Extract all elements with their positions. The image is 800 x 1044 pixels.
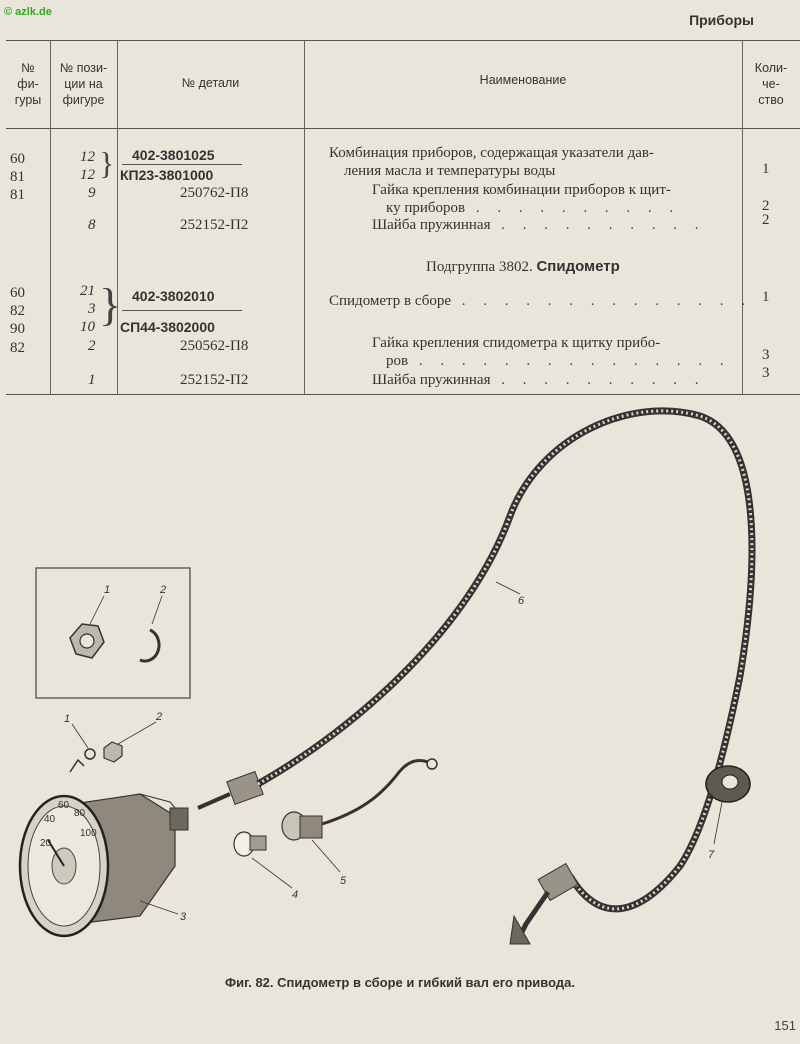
callout-inset-2: 2: [160, 584, 167, 596]
row1-pos-1: 12: [80, 149, 95, 165]
dial-number-40: 40: [44, 814, 56, 825]
row6-name: Шайба пружинная . . . . . . . . . .: [372, 372, 706, 388]
callout-grommet: 7: [708, 849, 715, 861]
callout-bulb: 4: [292, 889, 299, 901]
row5-name-1: Гайка крепления спидометра к щитку прибо-: [372, 335, 661, 351]
row2-pos: 9: [88, 185, 96, 201]
row2-part: 250762-П8: [180, 185, 249, 201]
row1-name-2: ления масла и температуры воды: [344, 163, 556, 179]
row5-pos: 2: [88, 338, 96, 354]
header-name: Наименование: [479, 73, 567, 87]
col-divider-3: [304, 40, 305, 394]
row1-part-divider: [122, 164, 242, 165]
row1-part-2: КП23-3801000: [120, 167, 214, 183]
row3-part: 252152-П2: [180, 217, 249, 233]
leader-grommet: [714, 802, 722, 844]
flexible-shaft-cable: [198, 411, 752, 944]
col-divider-2: [117, 40, 118, 394]
section-title: Приборы: [689, 12, 754, 28]
hex-nut-icon: [70, 624, 104, 658]
dial-number-60: 60: [58, 800, 70, 811]
leader-small-1: [72, 724, 88, 748]
row5-fig: 82: [10, 340, 25, 356]
row4-part-1: 402-3802010: [132, 288, 215, 304]
callout-socket: 5: [340, 875, 347, 887]
dial-number-100: 100: [80, 828, 97, 839]
row1-brace: }: [99, 145, 115, 181]
header-fig-no: № фи- гуры: [14, 61, 42, 107]
row4-pos-2: 3: [88, 301, 96, 317]
table-bottom-rule: [6, 394, 800, 395]
row3-name: Шайба пружинная . . . . . . . . . .: [372, 217, 706, 233]
row5-part: 250562-П8: [180, 338, 249, 354]
row5-name-2: ров . . . . . . . . . . . . . . .: [386, 353, 731, 369]
small-washer-icon: [85, 749, 95, 759]
callout-small-2: 2: [156, 711, 163, 723]
row4-part-2: СП44-3802000: [120, 319, 215, 335]
row1-fig-1: 60: [10, 151, 25, 167]
row4-part-divider: [122, 310, 242, 311]
row6-qty: 3: [762, 365, 770, 381]
leader-socket: [312, 840, 340, 872]
callout-inset-1: 1: [104, 584, 111, 596]
leader-small-2: [118, 722, 156, 744]
row4-fig-2: 82: [10, 303, 25, 319]
row2-qty: 2: [762, 198, 770, 214]
spring-washer-icon: [140, 630, 159, 661]
row6-pos: 1: [88, 372, 96, 388]
table-top-rule: [6, 40, 800, 41]
row5-qty: 3: [762, 347, 770, 363]
row4-fig-3: 90: [10, 321, 25, 337]
leader-inset-1: [90, 596, 104, 624]
inset-frame: [36, 568, 190, 698]
rubber-grommet-icon: [706, 766, 750, 802]
row1-name-1: Комбинация приборов, содержащая указатели дав-: [329, 145, 654, 161]
lamp-bulb-icon: [234, 832, 266, 856]
row1-part-1: 402-3801025: [132, 147, 215, 163]
figure-caption: Фиг. 82. Спидометр в сборе и гибкий вал его привода.: [225, 975, 575, 990]
table-header-rule: [6, 128, 800, 129]
row3-qty: 2: [762, 212, 770, 228]
row2-name-2: ку приборов . . . . . . . . . .: [386, 200, 681, 216]
row4-qty: 1: [762, 289, 770, 305]
callout-cable: 6: [518, 595, 525, 607]
watermark: © azlk.de: [4, 6, 52, 18]
header-part-no: № детали: [181, 76, 240, 90]
row3-pos: 8: [88, 217, 96, 233]
row2-name-1: Гайка крепления комбинации приборов к щит-: [372, 182, 671, 198]
small-nut-icon: [104, 742, 122, 762]
leader-inset-2: [152, 596, 162, 624]
speedometer-figure: [0, 396, 800, 970]
row1-pos-2: 12: [80, 167, 95, 183]
row4-pos-3: 10: [80, 319, 95, 335]
dial-number-80: 80: [74, 808, 86, 819]
page-number: 151: [774, 1018, 796, 1033]
row4-name: Спидометр в сборе . . . . . . . . . . . . . .: [329, 293, 753, 309]
row1-fig-2: 81: [10, 169, 25, 185]
lamp-socket-icon: [282, 759, 437, 840]
dial-number-20: 20: [40, 838, 52, 849]
leader-bulb: [252, 858, 292, 888]
leader-cable: [496, 582, 520, 594]
callout-small-1: 1: [64, 713, 71, 725]
row1-qty: 1: [762, 161, 770, 177]
row4-fig-1: 60: [10, 285, 25, 301]
header-pos-no: № пози- ции на фигуре: [59, 61, 108, 107]
row2-fig: 81: [10, 187, 25, 203]
row4-pos-1: 21: [80, 283, 95, 299]
callout-assembly: 3: [180, 911, 187, 923]
header-qty: Коли- че- ство: [754, 61, 788, 107]
row6-part: 252152-П2: [180, 372, 249, 388]
subgroup-heading: Подгруппа 3802. Спидометр: [426, 258, 620, 275]
row4-brace: }: [99, 279, 122, 330]
